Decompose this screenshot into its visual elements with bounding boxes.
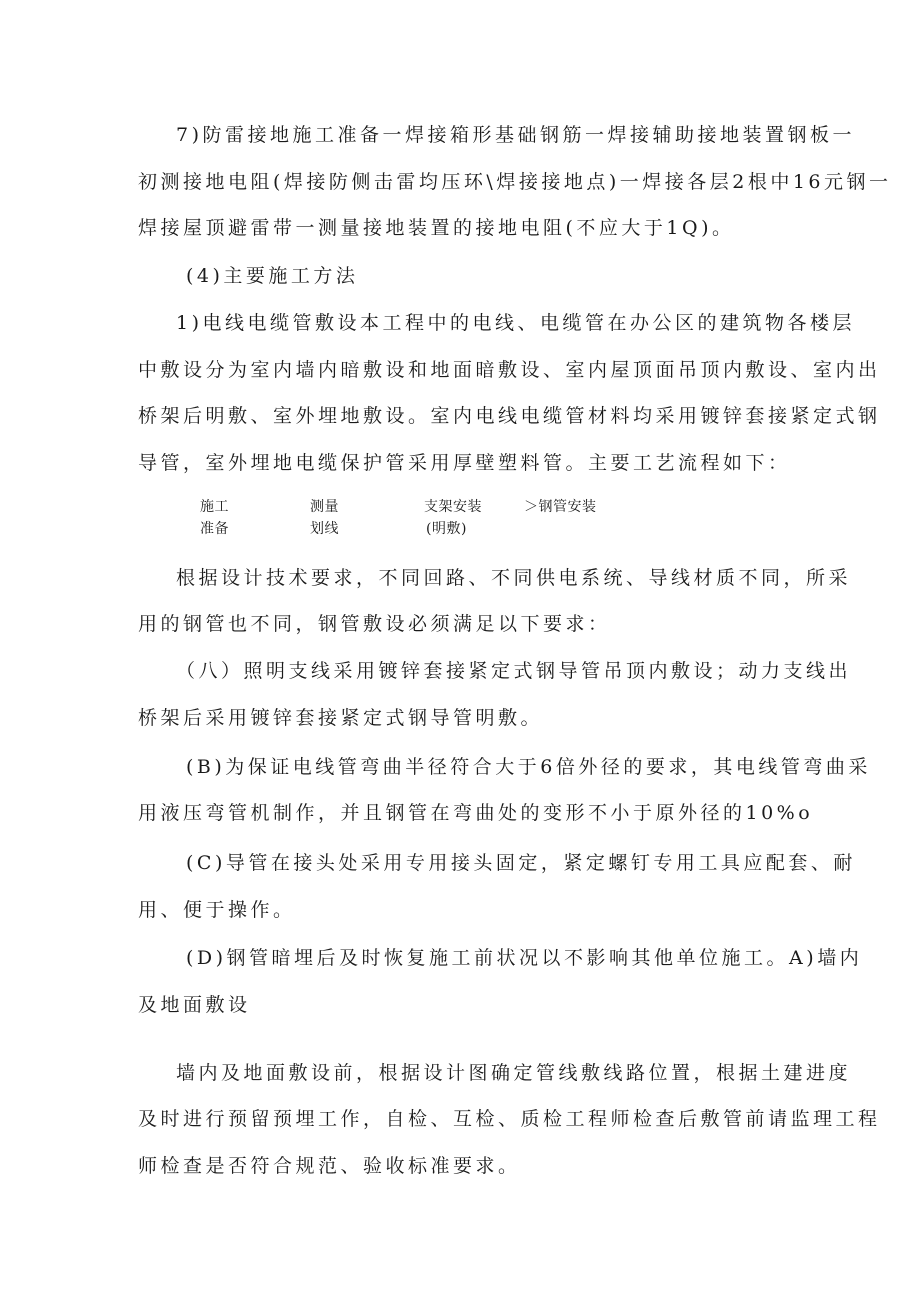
paragraph-line: 墙内及地面敷设前，根据设计图确定管线敷线路位置，根据土建进度 bbox=[176, 1062, 852, 1084]
paragraph-line: 及时进行预留预埋工作，自检、互检、质检工程师检查后敷管前请监理工程 bbox=[138, 1108, 881, 1130]
paragraph-line: 师检查是否符合规范、验收标准要求。 bbox=[138, 1155, 521, 1177]
paragraph-line: 根据设计技术要求，不同回路、不同供电系统、导线材质不同，所采 bbox=[176, 567, 852, 589]
list-item-c: (C)导管在接头处采用专用接头固定，紧定螺钉专用工具应配套、耐 bbox=[186, 852, 856, 874]
paragraph-line: 导管，室外埋地电缆保护管采用厚壁塑料管。主要工艺流程如下： bbox=[138, 452, 791, 474]
paragraph-line: 用液压弯管机制作，并且钢管在弯曲处的变形不小于原外径的10%o bbox=[138, 802, 814, 824]
flow-step-2-line-2: 划线 bbox=[310, 521, 339, 537]
flow-step-4: ＞钢管安装 bbox=[524, 499, 597, 515]
paragraph-line: 及地面敷设 bbox=[138, 994, 251, 1016]
paragraph-line: 桥架后采用镀锌套接紧定式钢导管明敷。 bbox=[138, 707, 544, 729]
paragraph-line: 1)电线电缆管敷设本工程中的电线、电缆管在办公区的建筑物各楼层 bbox=[176, 312, 856, 334]
paragraph-line: 桥架后明敷、室外埋地敷设。室内电线电缆管材料均采用镀锌套接紧定式钢 bbox=[138, 405, 881, 427]
paragraph-line: 中敷设分为室内墙内暗敷设和地面暗敷设、室内屋顶面吊顶内敷设、室内出 bbox=[138, 359, 881, 381]
flow-step-3-line-2: (明敷) bbox=[426, 521, 467, 537]
paragraph-line: 用、便于操作。 bbox=[138, 899, 296, 921]
paragraph-line: 焊接屋顶避雷带一测量接地装置的接地电阻(不应大于1Q)。 bbox=[138, 217, 735, 239]
list-item-a: （八）照明支线采用镀锌套接紧定式钢导管吊顶内敷设；动力支线出 bbox=[176, 660, 852, 682]
paragraph-line: 初测接地电阻(焊接防侧击雷均压环\焊接接地点)一焊接各层2根中16元钢一 bbox=[138, 171, 892, 193]
flow-step-1-line-2: 准备 bbox=[200, 521, 229, 537]
flow-step-1-line-1: 施工 bbox=[200, 499, 229, 515]
paragraph-line: 用的钢管也不同，钢管敷设必须满足以下要求： bbox=[138, 613, 611, 635]
flow-step-3-line-1: 支架安装 bbox=[424, 499, 482, 515]
flow-step-2-line-1: 测量 bbox=[310, 499, 339, 515]
list-item-b: (B)为保证电线管弯曲半径符合大于6倍外径的要求，其电线管弯曲采 bbox=[186, 756, 871, 778]
paragraph-line: 7)防雷接地施工准备一焊接箱形基础钢筋一焊接辅助接地装置钢板一 bbox=[176, 124, 856, 146]
section-heading: (4)主要施工方法 bbox=[186, 265, 359, 287]
list-item-d: (D)钢管暗埋后及时恢复施工前状况以不影响其他单位施工。A)墙内 bbox=[186, 947, 863, 969]
